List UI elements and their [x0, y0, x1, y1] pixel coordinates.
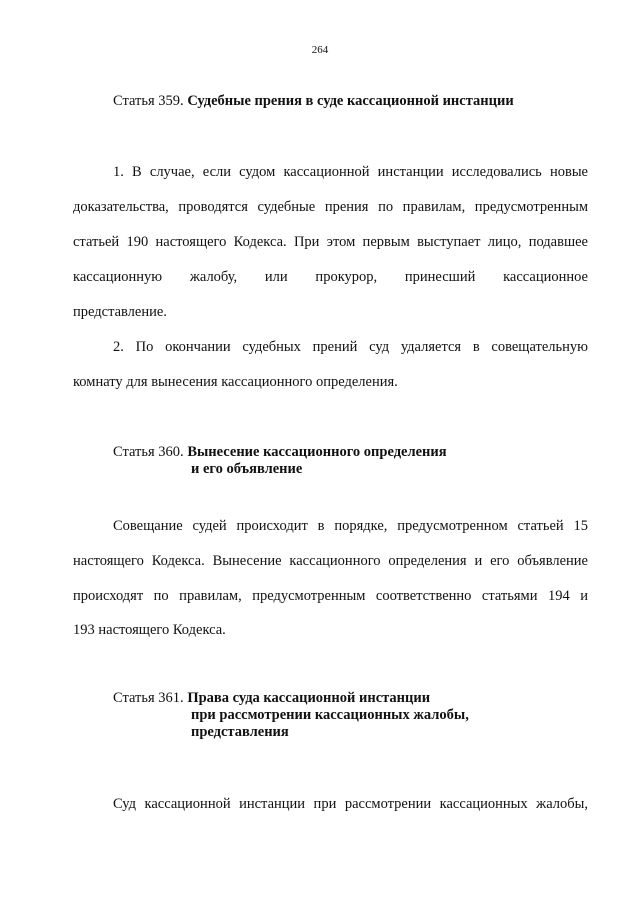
page-number: 264: [311, 44, 329, 56]
article-360-title: Вынесение кассационного определения: [187, 444, 447, 460]
article-359-p1-line4: кассационную жалобу, или прокурор, принесший кассационное: [73, 269, 588, 285]
article-359-heading: [113, 93, 514, 109]
article-360-prefix: Статья 360.: [113, 444, 184, 460]
article-360-p1-line2: настоящего Кодекса. Вынесение кассационного определения и его объявление: [73, 553, 588, 569]
article-360-p1-line3: происходят по правилам, предусмотренным соответственно статьями 194 и: [73, 588, 588, 604]
article-360-p1-line4: 193 настоящего Кодекса.: [73, 622, 226, 638]
article-359-p1-line1: 1. В случае, если судом кассационной инстанции исследовались новые: [113, 164, 588, 180]
article-361-prefix: Статья 361.: [113, 690, 184, 706]
article-360-title-cont: и его объявление: [191, 461, 303, 477]
article-361-title-cont2: представления: [191, 724, 289, 740]
article-359-p1-line2: доказательства, проводятся судебные прения по правилам, предусмотренным: [73, 199, 588, 215]
article-361-title: Права суда кассационной инстанции: [187, 690, 431, 706]
article-360-heading: [113, 444, 447, 460]
article-361-p1-line1: Суд кассационной инстанции при рассмотрении кассационных жалобы,: [113, 796, 588, 812]
article-360-p1-line1: Совещание судей происходит в порядке, предусмотренном статьей 15: [113, 518, 588, 534]
article-359-p2-line1: 2. По окончании судебных прений суд удаляется в совещательную: [113, 339, 588, 355]
article-359-title: Судебные прения в суде кассационной инстанции: [187, 93, 514, 109]
article-361-heading: [113, 690, 430, 706]
article-359-p2-line2: комнату для вынесения кассационного определения.: [73, 374, 398, 390]
article-359-p1-line3: статьей 190 настоящего Кодекса. При этом первым выступает лицо, подавшее: [73, 234, 588, 250]
article-359-prefix: Статья 359.: [113, 93, 184, 109]
article-361-title-cont1: при рассмотрении кассационных жалобы,: [191, 707, 469, 723]
article-359-p1-line5: представление.: [73, 304, 167, 320]
